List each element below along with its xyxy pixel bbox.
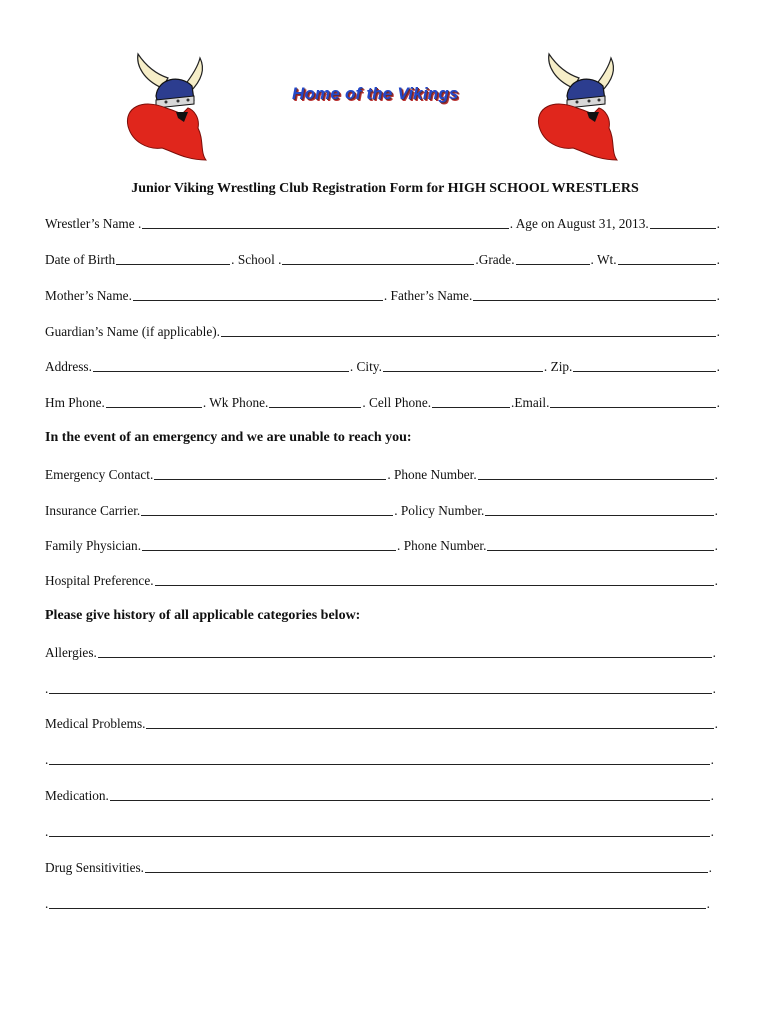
row-end-dot: . <box>712 681 716 696</box>
wk-phone-label: . Wk Phone. <box>202 395 269 410</box>
email-field[interactable] <box>550 394 715 408</box>
policy-field[interactable] <box>485 502 713 516</box>
city-label: . City. <box>349 359 382 374</box>
row-end-dot: . <box>706 896 710 911</box>
row-dob <box>45 250 720 268</box>
medication-label: Medication. <box>45 788 109 803</box>
phone-number-2-label: . Phone Number. <box>397 538 487 553</box>
address-field[interactable] <box>93 358 349 372</box>
drug-field[interactable] <box>145 859 708 873</box>
grade-field[interactable] <box>516 251 590 265</box>
grade-label: .Grade. <box>475 252 515 267</box>
row-physician <box>45 536 718 554</box>
row-end-dot: . <box>716 395 720 410</box>
row-wrestler-name <box>45 214 720 232</box>
phone-number-field[interactable] <box>478 466 714 480</box>
emergency-contact-field[interactable] <box>154 466 386 480</box>
row-end-dot: . <box>710 788 714 803</box>
father-field[interactable] <box>473 287 715 301</box>
policy-label: . Policy Number. <box>394 503 485 518</box>
age-field[interactable] <box>650 215 716 229</box>
hospital-field[interactable] <box>155 572 714 586</box>
row-medical <box>45 714 718 732</box>
medication-field[interactable] <box>110 787 710 801</box>
physician-field[interactable] <box>142 537 396 551</box>
guardian-label: Guardian’s Name (if applicable). <box>45 324 221 339</box>
mother-field[interactable] <box>133 287 383 301</box>
medication-field-2[interactable] <box>49 823 709 837</box>
allergies-label: Allergies. <box>45 645 97 660</box>
row-end-dot: . <box>710 752 714 767</box>
row-medical-cont <box>45 750 714 768</box>
hm-phone-field[interactable] <box>106 394 202 408</box>
row-drug <box>45 858 712 876</box>
row-end-dot: . <box>716 216 720 231</box>
dob-label: Date of Birth <box>45 252 116 267</box>
drug-field-2[interactable] <box>49 895 705 909</box>
wrestler-name-label: Wrestler’s Name . <box>45 216 142 231</box>
age-label: . Age on August 31, 2013. <box>509 216 649 231</box>
row-allergies <box>45 643 716 661</box>
row-parents <box>45 286 720 304</box>
phone-number-2-field[interactable] <box>487 537 713 551</box>
row-end-dot: . <box>714 503 718 518</box>
email-label: .Email. <box>511 395 550 410</box>
viking-logo-left-icon <box>122 52 218 164</box>
wrestler-name-field[interactable] <box>142 215 508 229</box>
school-label: . School . <box>231 252 282 267</box>
row-end-dot: . <box>714 467 718 482</box>
insurance-field[interactable] <box>141 502 393 516</box>
cont-dot: . <box>45 752 49 767</box>
guardian-field[interactable] <box>221 323 716 337</box>
wk-phone-field[interactable] <box>269 394 361 408</box>
row-allergies-cont <box>45 679 716 697</box>
cont-dot: . <box>45 896 49 911</box>
row-end-dot: . <box>714 716 718 731</box>
medical-field-2[interactable] <box>49 751 709 765</box>
row-guardian <box>45 322 720 340</box>
father-label: . Father’s Name. <box>383 288 473 303</box>
insurance-label: Insurance Carrier. <box>45 503 141 518</box>
cont-dot: . <box>45 681 49 696</box>
drug-label: Drug Sensitivities. <box>45 860 144 875</box>
viking-logo-right-icon <box>533 52 629 164</box>
cont-dot: . <box>45 824 49 839</box>
emergency-contact-label: Emergency Contact. <box>45 467 154 482</box>
wt-label: . Wt. <box>590 252 617 267</box>
cell-phone-label: . Cell Phone. <box>362 395 432 410</box>
emergency-heading: In the event of an emergency and we are unable to reach you: <box>45 430 412 445</box>
form-title: Junior Viking Wrestling Club Registration Form for HIGH SCHOOL WRESTLERS <box>131 181 639 196</box>
city-field[interactable] <box>383 358 543 372</box>
hospital-label: Hospital Preference. <box>45 573 154 588</box>
row-end-dot: . <box>712 645 716 660</box>
row-emergency-contact <box>45 465 718 483</box>
physician-label: Family Physician. <box>45 538 142 553</box>
allergies-field-2[interactable] <box>49 680 711 694</box>
row-end-dot: . <box>716 288 720 303</box>
row-phones <box>45 393 720 411</box>
cell-phone-field[interactable] <box>432 394 510 408</box>
row-address <box>45 357 720 375</box>
row-drug-cont <box>45 894 710 912</box>
row-end-dot: . <box>714 538 718 553</box>
history-heading: Please give history of all applicable categories below: <box>45 608 361 623</box>
row-medication-cont <box>45 822 714 840</box>
school-field[interactable] <box>282 251 474 265</box>
row-end-dot: . <box>708 860 712 875</box>
row-end-dot: . <box>716 324 720 339</box>
medical-field[interactable] <box>146 715 713 729</box>
banner-home-of-the-vikings: Home of the Vikings <box>292 84 459 103</box>
row-end-dot: . <box>716 252 720 267</box>
mother-label: Mother’s Name. <box>45 288 132 303</box>
hm-phone-label: Hm Phone. <box>45 395 105 410</box>
row-end-dot: . <box>716 359 720 374</box>
address-label: Address. <box>45 359 92 374</box>
allergies-field[interactable] <box>98 644 712 658</box>
zip-field[interactable] <box>573 358 715 372</box>
phone-number-label: . Phone Number. <box>387 467 477 482</box>
zip-label: . Zip. <box>543 359 573 374</box>
row-end-dot: . <box>714 573 718 588</box>
row-insurance <box>45 501 718 519</box>
medical-label: Medical Problems. <box>45 716 146 731</box>
dob-field[interactable] <box>116 251 230 265</box>
row-medication <box>45 786 714 804</box>
row-end-dot: . <box>710 824 714 839</box>
wt-field[interactable] <box>618 251 716 265</box>
row-hospital <box>45 571 718 589</box>
